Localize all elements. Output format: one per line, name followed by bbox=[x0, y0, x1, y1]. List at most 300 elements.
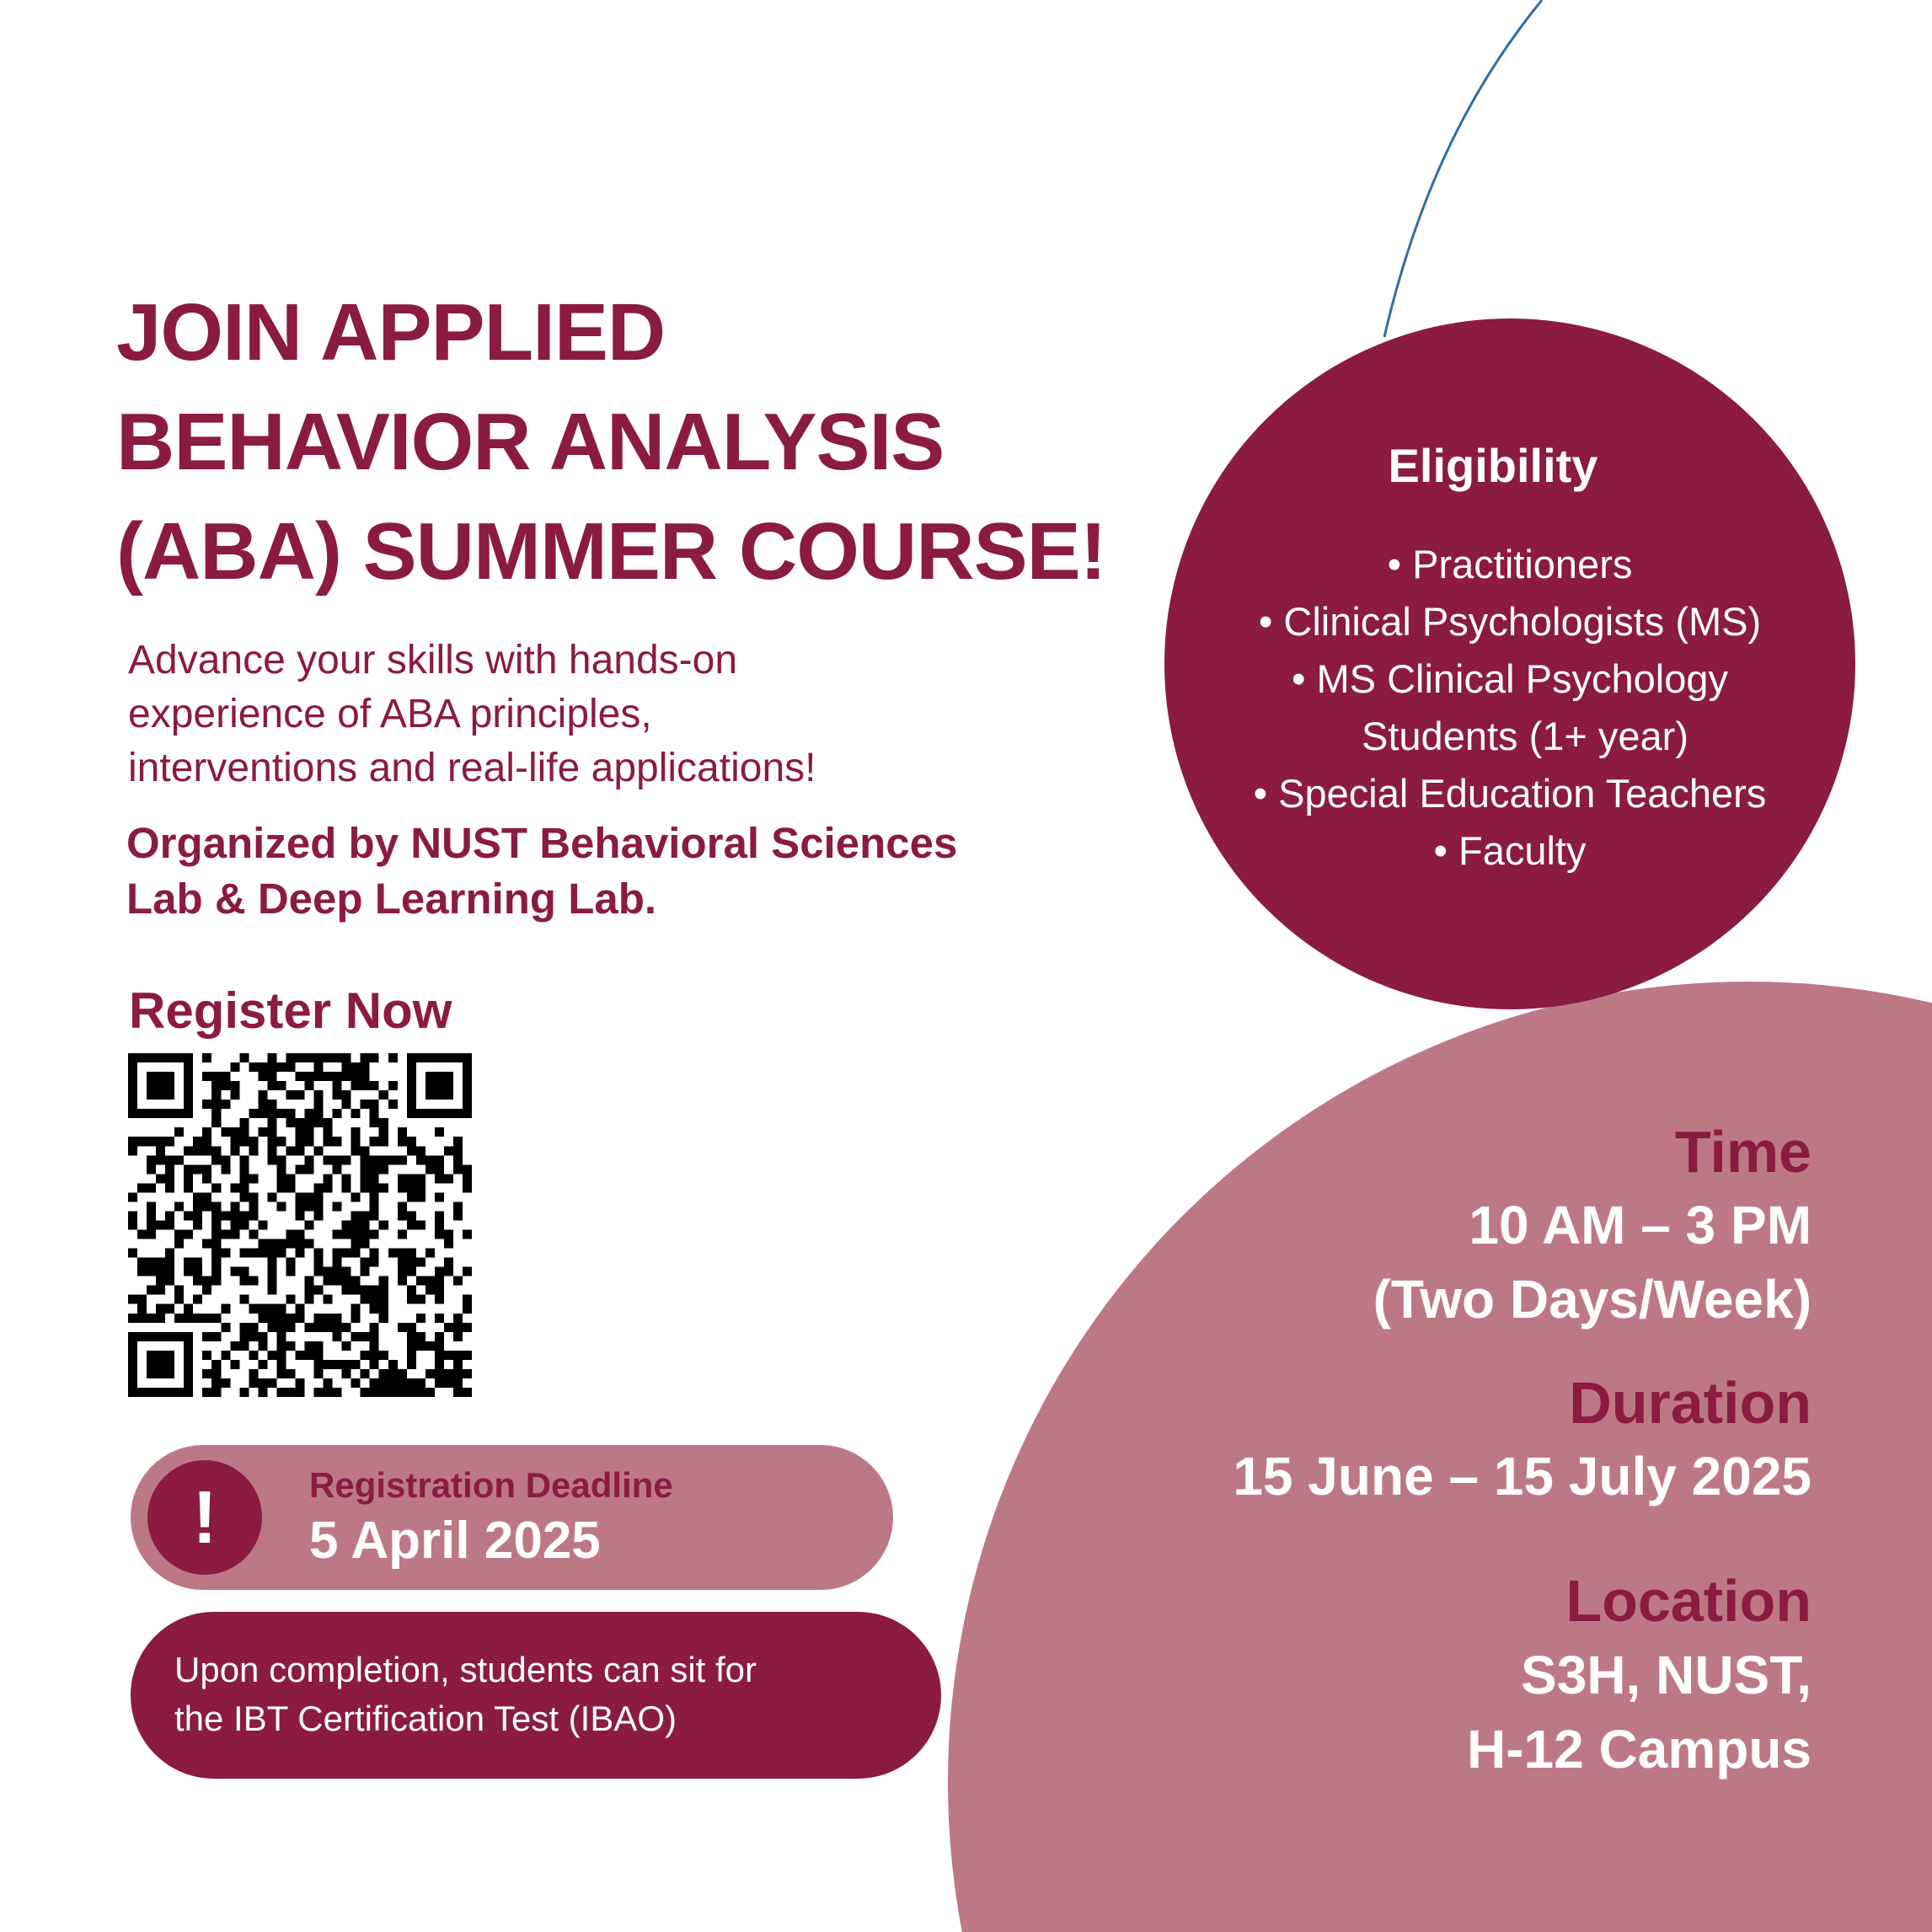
qr-module bbox=[379, 1118, 388, 1127]
qr-module bbox=[416, 1314, 425, 1323]
qr-module bbox=[202, 1388, 211, 1397]
qr-module bbox=[305, 1220, 314, 1229]
qr-module bbox=[342, 1323, 351, 1332]
qr-module bbox=[361, 1211, 370, 1220]
qr-module bbox=[407, 1249, 416, 1258]
qr-module bbox=[202, 1369, 211, 1378]
qr-module bbox=[147, 1211, 156, 1220]
qr-module bbox=[193, 1146, 202, 1155]
qr-module bbox=[444, 1230, 453, 1239]
qr-module bbox=[333, 1360, 342, 1369]
qr-module bbox=[156, 1137, 165, 1146]
qr-module bbox=[398, 1155, 407, 1164]
qr-module bbox=[267, 1267, 276, 1276]
qr-module bbox=[351, 1314, 361, 1323]
qr-module bbox=[370, 1258, 379, 1267]
qr-module bbox=[267, 1127, 276, 1137]
qr-module bbox=[221, 1378, 230, 1388]
qr-module bbox=[211, 1146, 221, 1155]
qr-module bbox=[249, 1146, 258, 1155]
qr-module bbox=[295, 1090, 304, 1100]
qr-module bbox=[407, 1211, 416, 1220]
qr-module bbox=[416, 1388, 425, 1397]
qr-module bbox=[324, 1267, 333, 1276]
qr-module bbox=[295, 1053, 304, 1062]
qr-module bbox=[398, 1323, 407, 1332]
qr-module bbox=[258, 1360, 267, 1369]
qr-module bbox=[286, 1174, 295, 1183]
qr-module bbox=[305, 1118, 314, 1127]
qr-module bbox=[221, 1072, 230, 1081]
qr-module bbox=[314, 1369, 324, 1378]
qr-module bbox=[156, 1267, 165, 1276]
qr-module bbox=[324, 1360, 333, 1369]
qr-module bbox=[370, 1100, 379, 1109]
qr-module bbox=[286, 1267, 295, 1276]
qr-module bbox=[184, 1314, 193, 1323]
qr-module bbox=[305, 1127, 314, 1137]
qr-module bbox=[276, 1388, 286, 1397]
qr-module bbox=[407, 1388, 416, 1397]
qr-module bbox=[174, 1314, 184, 1323]
qr-module bbox=[211, 1258, 221, 1267]
qr-module bbox=[286, 1062, 295, 1072]
qr-module bbox=[370, 1211, 379, 1220]
qr-module bbox=[435, 1351, 444, 1360]
qr-module bbox=[351, 1127, 361, 1137]
qr-module bbox=[286, 1146, 295, 1155]
qr-module bbox=[239, 1127, 249, 1137]
qr-module bbox=[370, 1304, 379, 1314]
qr-module bbox=[230, 1267, 239, 1276]
qr-module bbox=[221, 1249, 230, 1258]
qr-module bbox=[202, 1286, 211, 1295]
qr-module bbox=[184, 1267, 193, 1276]
qr-module bbox=[239, 1276, 249, 1286]
qr-module bbox=[165, 1276, 174, 1286]
qr-module bbox=[295, 1378, 304, 1388]
qr-module bbox=[174, 1295, 184, 1304]
qr-module bbox=[351, 1276, 361, 1286]
qr-module bbox=[267, 1155, 276, 1164]
qr-module bbox=[351, 1109, 361, 1118]
qr-module bbox=[314, 1062, 324, 1072]
qr-module bbox=[305, 1239, 314, 1249]
qr-module bbox=[202, 1351, 211, 1360]
eligibility-item: • MS Clinical Psychology bbox=[1292, 656, 1728, 701]
qr-module bbox=[379, 1378, 388, 1388]
qr-module bbox=[370, 1081, 379, 1090]
qr-module bbox=[230, 1127, 239, 1137]
qr-module bbox=[379, 1369, 388, 1378]
registration-qr-code[interactable] bbox=[128, 1053, 472, 1397]
certification-line: Upon completion, students can sit for bbox=[174, 1650, 757, 1689]
qr-module bbox=[351, 1249, 361, 1258]
qr-module bbox=[407, 1220, 416, 1229]
qr-module bbox=[267, 1351, 276, 1360]
qr-module bbox=[295, 1304, 304, 1314]
qr-module bbox=[333, 1388, 342, 1397]
qr-module bbox=[211, 1109, 221, 1118]
qr-module bbox=[463, 1174, 472, 1183]
qr-module bbox=[342, 1286, 351, 1295]
qr-module bbox=[463, 1164, 472, 1174]
qr-module bbox=[444, 1239, 453, 1249]
qr-module bbox=[156, 1220, 165, 1229]
qr-module bbox=[379, 1276, 388, 1286]
qr-module bbox=[370, 1249, 379, 1258]
qr-module bbox=[174, 1155, 184, 1164]
qr-module bbox=[342, 1276, 351, 1286]
qr-module bbox=[202, 1100, 211, 1109]
qr-module bbox=[435, 1295, 444, 1304]
qr-module bbox=[221, 1081, 230, 1090]
qr-module bbox=[156, 1174, 165, 1183]
qr-module bbox=[379, 1388, 388, 1397]
qr-module bbox=[305, 1341, 314, 1351]
qr-module bbox=[379, 1127, 388, 1137]
deadline-date: 5 April 2025 bbox=[309, 1512, 601, 1570]
qr-module bbox=[361, 1286, 370, 1295]
qr-module bbox=[137, 1314, 147, 1323]
qr-module bbox=[379, 1137, 388, 1146]
qr-module bbox=[239, 1388, 249, 1397]
qr-module bbox=[184, 1258, 193, 1267]
qr-module bbox=[165, 1155, 174, 1164]
qr-module bbox=[463, 1295, 472, 1304]
qr-module bbox=[156, 1314, 165, 1323]
qr-module bbox=[361, 1100, 370, 1109]
qr-module bbox=[333, 1155, 342, 1164]
eligibility-title: Eligibility bbox=[1388, 439, 1598, 492]
qr-module bbox=[351, 1360, 361, 1369]
qr-module bbox=[128, 1314, 137, 1323]
qr-module bbox=[425, 1286, 435, 1295]
qr-module bbox=[267, 1239, 276, 1249]
qr-module bbox=[267, 1146, 276, 1155]
qr-module bbox=[351, 1304, 361, 1314]
qr-module bbox=[267, 1304, 276, 1314]
qr-module bbox=[351, 1239, 361, 1249]
qr-module bbox=[305, 1109, 314, 1118]
qr-module bbox=[156, 1146, 165, 1155]
qr-module bbox=[295, 1127, 304, 1137]
qr-module bbox=[295, 1192, 304, 1201]
qr-module bbox=[407, 1332, 416, 1341]
qr-module bbox=[333, 1230, 342, 1239]
qr-module bbox=[249, 1137, 258, 1146]
qr-module bbox=[416, 1220, 425, 1229]
intro-line: Advance your skills with hands-on bbox=[128, 638, 738, 682]
qr-module bbox=[193, 1211, 202, 1220]
qr-module bbox=[202, 1332, 211, 1341]
qr-module bbox=[193, 1137, 202, 1146]
location-line: S3H, NUST, bbox=[1521, 1645, 1812, 1705]
qr-module bbox=[249, 1109, 258, 1118]
qr-module bbox=[221, 1230, 230, 1239]
qr-module bbox=[147, 1155, 156, 1164]
qr-module bbox=[398, 1201, 407, 1211]
qr-module bbox=[453, 1211, 463, 1220]
qr-module bbox=[156, 1155, 165, 1164]
qr-module bbox=[184, 1174, 193, 1183]
qr-module bbox=[314, 1053, 324, 1062]
qr-module bbox=[453, 1164, 463, 1174]
qr-module bbox=[425, 1249, 435, 1258]
organizer-line: Organized by NUST Behavioral Sciences bbox=[126, 819, 958, 867]
qr-module bbox=[267, 1286, 276, 1295]
qr-module bbox=[211, 1267, 221, 1276]
qr-module bbox=[156, 1258, 165, 1267]
qr-module bbox=[435, 1360, 444, 1369]
qr-module bbox=[276, 1201, 286, 1211]
qr-module bbox=[444, 1146, 453, 1155]
qr-module bbox=[305, 1155, 314, 1164]
qr-module bbox=[463, 1267, 472, 1276]
qr-module bbox=[286, 1369, 295, 1378]
qr-module bbox=[295, 1211, 304, 1220]
qr-module bbox=[324, 1127, 333, 1137]
qr-module bbox=[444, 1369, 453, 1378]
qr-module bbox=[305, 1276, 314, 1286]
qr-module bbox=[258, 1100, 267, 1109]
qr-module bbox=[333, 1053, 342, 1062]
qr-module bbox=[416, 1174, 425, 1183]
qr-module bbox=[407, 1351, 416, 1360]
page-title bbox=[116, 278, 1178, 607]
qr-module bbox=[267, 1109, 276, 1118]
qr-module bbox=[425, 1072, 453, 1100]
qr-module bbox=[147, 1286, 156, 1295]
qr-module bbox=[221, 1100, 230, 1109]
qr-module bbox=[398, 1183, 407, 1192]
qr-module bbox=[351, 1220, 361, 1229]
qr-module bbox=[193, 1267, 202, 1276]
qr-module bbox=[258, 1239, 267, 1249]
certification-text bbox=[174, 1646, 916, 1743]
title-line: BEHAVIOR ANALYSIS bbox=[116, 397, 945, 487]
qr-module bbox=[202, 1314, 211, 1323]
qr-module bbox=[370, 1286, 379, 1295]
location-line: H-12 Campus bbox=[1467, 1719, 1812, 1779]
qr-module bbox=[407, 1174, 416, 1183]
qr-module bbox=[276, 1323, 286, 1332]
qr-module bbox=[276, 1360, 286, 1369]
qr-module bbox=[453, 1276, 463, 1286]
qr-module bbox=[239, 1118, 249, 1127]
qr-module bbox=[370, 1174, 379, 1183]
qr-module bbox=[295, 1072, 304, 1081]
qr-module bbox=[435, 1314, 444, 1323]
qr-module bbox=[324, 1323, 333, 1332]
qr-module bbox=[249, 1369, 258, 1378]
qr-module bbox=[314, 1323, 324, 1332]
qr-module bbox=[453, 1360, 463, 1369]
qr-module bbox=[314, 1146, 324, 1155]
qr-module bbox=[342, 1369, 351, 1378]
time-line: 10 AM – 3 PM bbox=[1469, 1195, 1812, 1255]
qr-module bbox=[388, 1249, 398, 1258]
qr-module bbox=[286, 1258, 295, 1267]
qr-module bbox=[211, 1100, 221, 1109]
qr-module bbox=[351, 1137, 361, 1146]
qr-module bbox=[388, 1388, 398, 1397]
qr-module bbox=[258, 1314, 267, 1323]
qr-module bbox=[211, 1183, 221, 1192]
qr-module bbox=[258, 1304, 267, 1314]
eligibility-circle bbox=[1164, 318, 1855, 1009]
qr-module bbox=[342, 1174, 351, 1183]
qr-module bbox=[333, 1090, 342, 1100]
qr-module bbox=[463, 1323, 472, 1332]
certification-line: the IBT Certification Test (IBAO) bbox=[174, 1699, 677, 1738]
qr-module bbox=[444, 1258, 453, 1267]
qr-module bbox=[333, 1323, 342, 1332]
title-line: JOIN APPLIED bbox=[116, 287, 666, 377]
duration-value: 15 June – 15 July 2025 bbox=[1233, 1446, 1812, 1507]
qr-module bbox=[305, 1351, 314, 1360]
qr-module bbox=[267, 1258, 276, 1267]
title-line: (ABA) SUMMER COURSE! bbox=[116, 506, 1106, 597]
qr-module bbox=[137, 1230, 147, 1239]
qr-module bbox=[147, 1183, 156, 1192]
location-label: Location bbox=[1565, 1568, 1812, 1634]
qr-module bbox=[333, 1267, 342, 1276]
qr-module bbox=[444, 1351, 453, 1360]
qr-module bbox=[342, 1062, 351, 1072]
qr-module bbox=[211, 1118, 221, 1127]
qr-module bbox=[370, 1137, 379, 1146]
qr-module bbox=[379, 1286, 388, 1295]
qr-module bbox=[333, 1109, 342, 1118]
qr-module bbox=[333, 1137, 342, 1146]
eligibility-list bbox=[1164, 536, 1855, 880]
qr-module bbox=[211, 1249, 221, 1258]
qr-module bbox=[370, 1155, 379, 1164]
qr-module bbox=[137, 1137, 147, 1146]
qr-module bbox=[276, 1164, 286, 1174]
qr-module bbox=[128, 1211, 137, 1220]
qr-module bbox=[286, 1230, 295, 1239]
qr-module bbox=[342, 1220, 351, 1229]
qr-module bbox=[435, 1127, 444, 1137]
qr-module bbox=[258, 1062, 267, 1072]
qr-module bbox=[453, 1388, 463, 1397]
qr-module bbox=[305, 1286, 314, 1295]
qr-module bbox=[276, 1062, 286, 1072]
qr-module bbox=[295, 1249, 304, 1258]
qr-module bbox=[379, 1183, 388, 1192]
qr-module bbox=[342, 1360, 351, 1369]
qr-module bbox=[147, 1351, 174, 1378]
qr-module bbox=[425, 1388, 435, 1397]
qr-module bbox=[193, 1276, 202, 1286]
qr-module bbox=[230, 1062, 239, 1072]
qr-module bbox=[286, 1183, 295, 1192]
qr-module bbox=[249, 1351, 258, 1360]
qr-module bbox=[435, 1211, 444, 1220]
qr-module bbox=[342, 1230, 351, 1239]
qr-module bbox=[295, 1388, 304, 1397]
qr-module bbox=[463, 1351, 472, 1360]
qr-module bbox=[267, 1072, 276, 1081]
qr-module bbox=[221, 1164, 230, 1174]
qr-module bbox=[305, 1323, 314, 1332]
qr-module bbox=[230, 1211, 239, 1220]
qr-module bbox=[453, 1146, 463, 1155]
qr-module bbox=[286, 1118, 295, 1127]
qr-module bbox=[361, 1239, 370, 1249]
qr-module bbox=[258, 1332, 267, 1341]
qr-module bbox=[370, 1388, 379, 1397]
qr-module bbox=[379, 1304, 388, 1314]
qr-module bbox=[425, 1155, 435, 1164]
qr-module bbox=[239, 1323, 249, 1332]
eligibility-item: • Clinical Psychologists (MS) bbox=[1258, 599, 1762, 644]
qr-module bbox=[239, 1267, 249, 1276]
qr-module bbox=[258, 1220, 267, 1229]
qr-module bbox=[165, 1137, 174, 1146]
qr-module bbox=[174, 1127, 184, 1137]
qr-module bbox=[258, 1072, 267, 1081]
qr-module bbox=[370, 1341, 379, 1351]
qr-module bbox=[388, 1155, 398, 1164]
qr-module bbox=[267, 1100, 276, 1109]
qr-module bbox=[165, 1164, 174, 1174]
qr-module bbox=[258, 1127, 267, 1137]
qr-module bbox=[221, 1155, 230, 1164]
qr-module bbox=[370, 1164, 379, 1174]
qr-module bbox=[453, 1314, 463, 1323]
qr-module bbox=[351, 1211, 361, 1220]
qr-module bbox=[305, 1053, 314, 1062]
qr-module bbox=[230, 1341, 239, 1351]
qr-module bbox=[258, 1109, 267, 1118]
qr-module bbox=[249, 1323, 258, 1332]
qr-module bbox=[249, 1201, 258, 1211]
qr-module bbox=[295, 1314, 304, 1323]
qr-module bbox=[324, 1388, 333, 1397]
qr-module bbox=[314, 1388, 324, 1397]
qr-module bbox=[361, 1053, 370, 1062]
qr-module bbox=[314, 1118, 324, 1127]
qr-module bbox=[165, 1183, 174, 1192]
qr-module bbox=[211, 1369, 221, 1378]
qr-module bbox=[416, 1276, 425, 1286]
qr-module bbox=[416, 1341, 425, 1351]
qr-module bbox=[388, 1081, 398, 1090]
qr-module bbox=[137, 1267, 147, 1276]
qr-module bbox=[230, 1090, 239, 1100]
qr-module bbox=[453, 1351, 463, 1360]
qr-module bbox=[407, 1267, 416, 1276]
qr-module bbox=[342, 1100, 351, 1109]
qr-module bbox=[435, 1174, 444, 1183]
qr-module bbox=[137, 1304, 147, 1314]
qr-module bbox=[286, 1239, 295, 1249]
qr-module bbox=[276, 1369, 286, 1378]
qr-module bbox=[425, 1369, 435, 1378]
qr-module bbox=[314, 1258, 324, 1267]
alert-icon: ! bbox=[147, 1460, 262, 1575]
qr-module bbox=[370, 1351, 379, 1360]
qr-module bbox=[444, 1378, 453, 1388]
qr-module bbox=[361, 1388, 370, 1397]
qr-module bbox=[174, 1286, 184, 1295]
qr-module bbox=[276, 1109, 286, 1118]
qr-module bbox=[295, 1351, 304, 1360]
qr-module bbox=[267, 1249, 276, 1258]
